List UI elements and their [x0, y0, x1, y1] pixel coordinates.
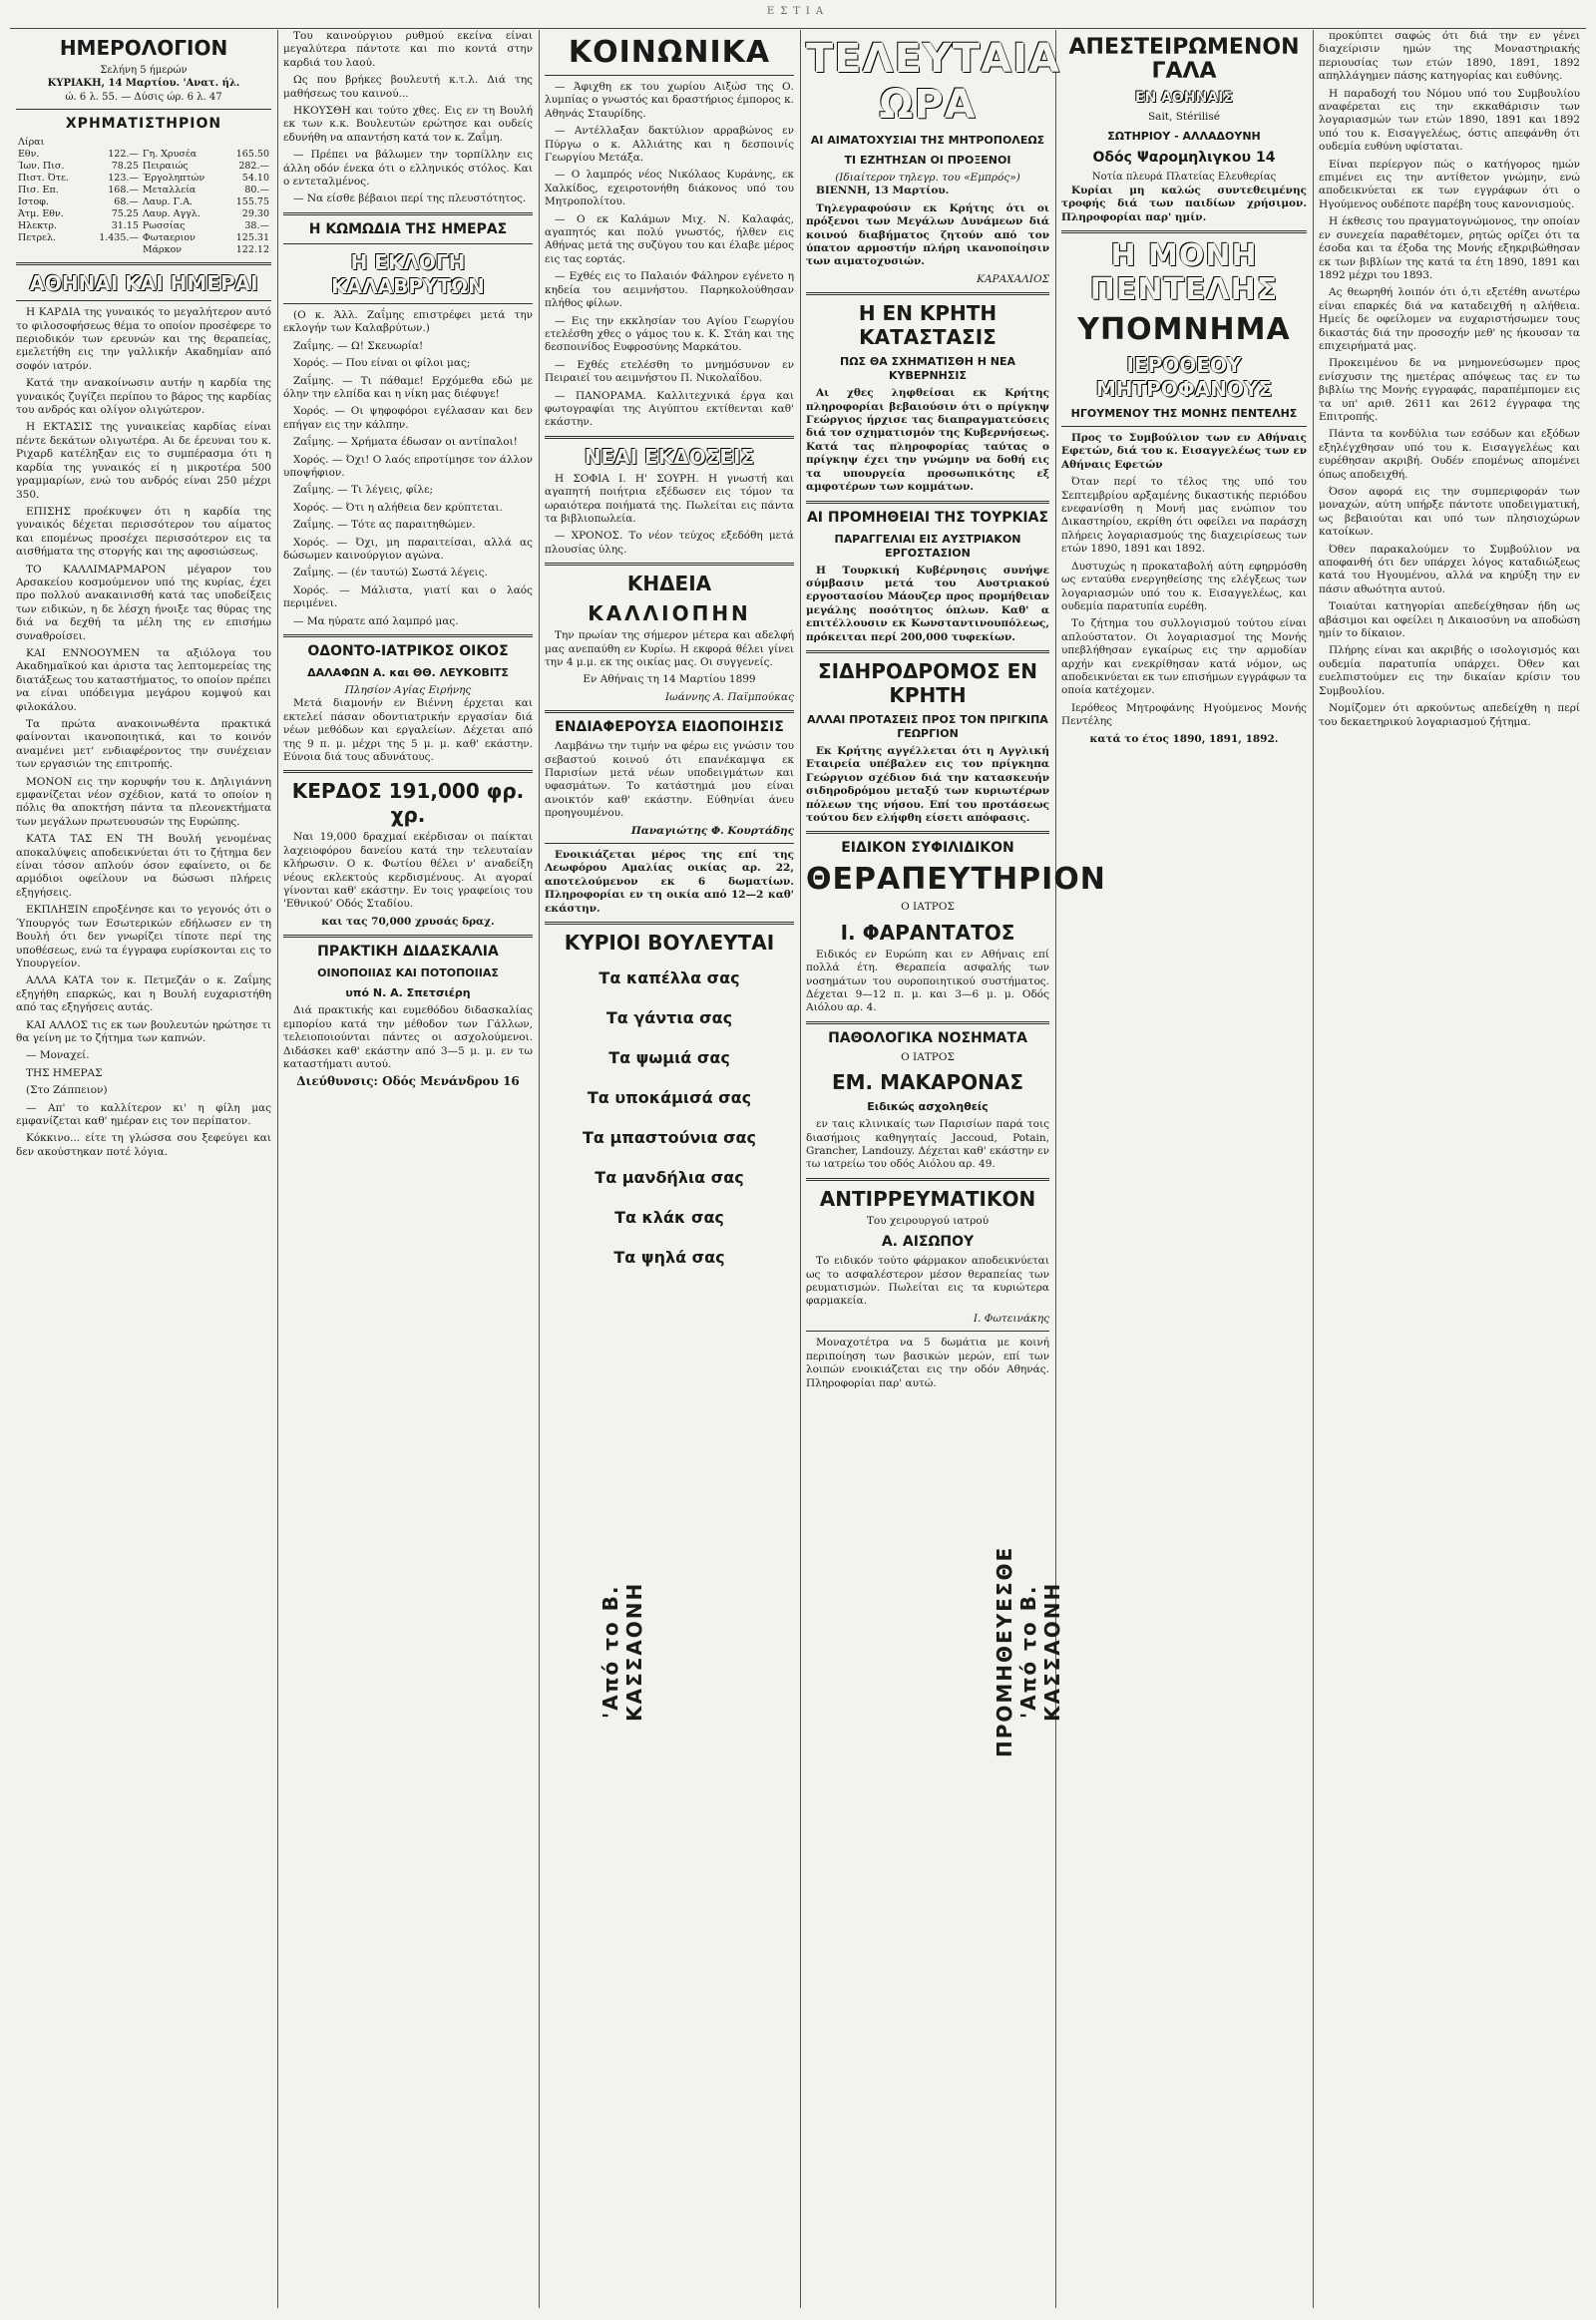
market-cell: 38.—	[244, 220, 269, 232]
clinic-text: Ειδικός εν Ευρώπη και εν Αθήναις επί πολλά έτη. Θεραπεία ασφαλής των νοσημάτων του ουροποιητικού συστήματος. Δέχεται 9—12 π. μ. και 3—6 μ. μ. Οδός Αιόλου αρ. 4.	[806, 948, 1049, 1014]
market-row	[16, 232, 271, 244]
death-text: Την πρωίαν της σήμερον μέτερα και αδελφή μας ανεπαύθη εν Κυρίω. Η εκφορά θέλει γίνει την 4 μ.μ. εκ της οικίας μας. Οι συγγενείς.	[545, 629, 794, 668]
school-text: Διά πρακτικής και ευμεθόδου διδασκαλίας εμπορίου κατά την μέθοδον των Γάλλων, τελειοποιούνται πάντες οι ασχολούμενοι. Διδάσκει καθ' εκάστην από 3—5 μ. μ. εν τω καταστήματι αυτού.	[283, 1004, 533, 1070]
paragraph: Χορός. — Όχι, μη παραιτείσαι, αλλά ας δώσωμεν καινούργιον αγώνα.	[283, 536, 533, 562]
anti-sign: Ι. Φωτεινάκης	[973, 1312, 1049, 1325]
paragraph: Ζαΐμης. — Τι πάθαμε! Ερχόμεθα εδώ με όλην την ελπίδα και η νίκη μας διέφυγε!	[283, 374, 533, 400]
article-body	[545, 81, 794, 430]
lottery-cut: και τας 70,000 χρυσάς δραχ.	[321, 915, 495, 928]
paragraph: — Πρέπει να βάλωμεν την τορπίλλην εις άλλη οδόν ένεκα ότι ο ελληνικός στόλος. Και ο εντεταλμένος.	[283, 149, 533, 189]
market-cell	[224, 137, 271, 149]
market-cell: Πιστ. Ότε.	[18, 173, 69, 185]
paragraph: Χορός. — Που είναι οι φίλοι μας;	[293, 357, 471, 370]
market-cell: Μάρκον	[142, 244, 183, 256]
paragraph: — Ο λαμπρός νέος Νικόλαος Κυράνης, εκ Χαλκίδος, εχειροτονήθη διάκονος υπό του Μητροπολίτου.	[545, 169, 794, 208]
masthead: ΕΣΤΙΑ	[10, 6, 1586, 29]
clinic-big: ΘΕΡΑΠΕΥΤΗΡΙΟΝ	[806, 862, 1106, 898]
column-6	[1313, 30, 1586, 2308]
monastery-title: Η ΜΟΝΗ ΠΕΝΤΕΛΗΣ	[1089, 238, 1279, 308]
market-cell: Άτμ. Εθν.	[18, 208, 64, 220]
article-body	[16, 306, 271, 1159]
paragraph: — Να είσθε βέβαιοι περί της πλευστότητος.	[293, 193, 527, 205]
divider	[545, 843, 794, 844]
divider	[545, 563, 794, 566]
election-heading: Η ΕΚΛΟΓΗ ΚΑΛΑΒΡΥΤΩΝ	[331, 249, 485, 298]
paragraph: Πάντα τα κονδύλια των εσόδων και εξόδων εξηλέγχθησαν υπό του κ. Εισαγγελέως και ευρέθησαν ακριβή. Ουδέν επομένως απομένει όπως αποδειχθή.	[1319, 428, 1580, 481]
paragraph: ΚΑΙ ΕΝΝΟΟΥΜΕΝ τα αξιόλογα του Ακαδημαϊκού και άριστα τας λεπτομερείας της διατάξεως του καταστήματος, το οποίον πρέπει να είναι υπόδειγμα μεγάρου κομψού και φιλοκάλου.	[16, 646, 271, 713]
school-title: ΠΡΑΚΤΙΚΗ ΔΙΔΑΣΚΑΛΙΑ	[317, 944, 499, 961]
school-sub: ΟΙΝΟΠΟΙΙΑΣ ΚΑΙ ΠΟΤΟΠΟΙΙΑΣ	[317, 967, 499, 980]
milk-types: Sait, Stérilisé	[1147, 111, 1221, 123]
clinic-doctor: Ι. ΦΑΡΑΝΤΑΤΟΣ	[840, 920, 1015, 945]
hat-ad-item: Τα ψηλά σας	[613, 1248, 725, 1268]
paragraph: Του καινούργιου ρυθμού εκείνα είναι μεγαλύτερα πάντοτε και πιο κοντά στην καρδιά του λαού.	[283, 30, 533, 69]
paragraph: Χορός. — Μάλιστα, γιατί και ο λαός περιμένει.	[283, 583, 533, 610]
market-cell: Μεταλλεία	[142, 185, 197, 196]
paragraph: (Ο κ. Άλλ. Ζαΐμης επιστρέφει μετά την εκλογήν των Καλαβρύτων.)	[283, 308, 533, 335]
article-body	[1319, 30, 1580, 729]
paragraph: Όταν περί το τέλος της υπό του Σεπτεμβρίου αρξαμένης δικαστικής περιόδου ενεφανίσθη η Μονή μας ενώπιον του Δικαστηρίου, εκρίθη ότι οφείλει να παράσχη πλήρεις λογαριασμούς της διαχειρίσεως των ετών 1890, 1891 και 1892.	[1061, 476, 1307, 556]
paragraph: ΕΚΠΛΗΞΙΝ επροξένησε και το γεγονός ότι ο Ύπουργός των Εσωτερικών εδήλωσεν εν τη Βουλή ότι δεν γνωρίζει τίποτε περί της υποθέσεως, ενώ τα έγγραφα ευρίσκονται εις το Υπουργείον.	[16, 904, 271, 969]
market-row	[16, 173, 271, 185]
books-title: ΝΕΑΙ ΕΚΔΟΣΕΙΣ	[584, 444, 755, 469]
divider	[806, 1021, 1049, 1024]
milk-names: ΣΩΤΗΡΙΟΥ - ΑΛΛΑΔΟΥΝΗ	[1107, 130, 1261, 144]
market-cell: 123.—	[108, 173, 139, 185]
dental-address: Πλησίον Αγίας Ειρήνης	[344, 684, 472, 696]
paragraph: Το ζήτημα του συλλογισμού τούτου είναι απλούστατον. Οι λογαριασμοί της Μονής υπεβλήθησαν εγκαίρως εις την αρμοδίαν αρχήν και ενεκρίθησαν κατά νόμον, ως αποδεικνύεται εκ των επισήμων εγγράφων τα οποία κατέχομεν.	[1061, 617, 1307, 697]
divider	[283, 770, 533, 773]
dental-names: ΔΑΛΑΦΩΝ Α. και ΘΘ. ΛΕΥΚΟΒΙΤΣ	[307, 666, 509, 679]
hat-ad-title: ΚΥΡΙΟΙ ΒΟΥΛΕΥΤΑΙ	[564, 931, 775, 956]
paragraph: — Απ' το καλλίτερον κι' η φίλη μας εμφανίζεται καθ' ημέραν εις τον περίπατον.	[16, 1101, 271, 1127]
column-2	[277, 30, 539, 2308]
market-cell	[16, 244, 86, 256]
paragraph: Πλήρης είναι και ακριβής ο ισολογισμός και ουδεμία παρατυπία υπάρχει. Όθεν και ευελπιστούμεν εις την δικαίαν κρίσιν του Συμβουλίου.	[1319, 644, 1580, 697]
clinic-doctor-label: Ο ΙΑΤΡΟΣ	[901, 901, 955, 914]
patho-text: εν ταις κλινικαίς των Παρισίων παρά τοις διασήμοις καθηγηταίς Jaccoud, Potain, Grancher, Landouzy. Δέχεται καθ' εκάστην εν τω ιατρείω του οδός Αιόλου αρ. 49.	[806, 1118, 1049, 1171]
market-row	[16, 185, 271, 196]
market-cell: 80.—	[244, 185, 269, 196]
memo-sub: ΙΕΡΟΘΕΟΥ ΜΗΤΡΟΦΑΝΟΥΣ	[1095, 353, 1273, 402]
divider	[16, 262, 271, 265]
crete-text: Αι χθες ληφθείσαι εκ Κρήτης πληροφορίαι βεβαιούσιν ότι ο πρίγκηψ Γεώργιος ήρχισε τας διαπραγματεύσεις διά τον σχηματισμόν της Κυβερνήσεως. Κατά τας πληροφορίας ταύτας ο πρίγκηψ έχει την γνώμην να δοθή εις τα υπουργεία προσωπικότης εξ αμφοτέρων των κομμάτων.	[806, 387, 1049, 494]
hat-ad-item: Τα κλάκ σας	[614, 1208, 724, 1228]
paragraph: Ζαΐμης. — Ω! Σκευωρία!	[293, 339, 424, 352]
market-cell: 168.—	[108, 185, 139, 196]
milk-address-2: Νοτία πλευρά Πλατείας Ελευθερίας	[1091, 172, 1277, 184]
anti-sub: Του χειρουργού ιατρού	[866, 1214, 990, 1227]
divider	[545, 75, 794, 76]
vertical-ad-right: ΠΡΟΜΗΘΕΥΕΣΘΕ 'Από το Β. ΚΑΣΣΑΟΝΗ	[993, 1545, 1064, 1758]
patho-title: ΠΑΘΟΛΟΓΙΚΑ ΝΟΣΗΜΑΤΑ	[828, 1029, 1027, 1046]
paragraph: — ΠΑΝΟΡΑΜΑ. Καλλιτεχνικά έργα και φωτογραφίαι της Αιγύπτου εκτίθενται καθ' εκάστην.	[545, 389, 794, 429]
paragraph: Ως που βρήκες βουλευτή κ.τ.λ. Διά της μαθήσεως του καινού...	[283, 74, 533, 100]
anti-text: Το ειδικόν τούτο φάρμακον αποδεικνύεται ως το ασφαλέστερον μέσον θεραπείας των ρευματισμών. Πωλείται εις τα κυριώτερα φαρμακεία.	[806, 1255, 1049, 1308]
paragraph: Χορός. — Ότι η αλήθεια δεν κρύπτεται.	[293, 501, 503, 514]
column-3	[539, 30, 800, 2308]
column-4	[800, 30, 1106, 2308]
paragraph: (Στο Ζάππειον)	[26, 1084, 108, 1097]
divider	[806, 292, 1049, 295]
paragraph: Ζαΐμης. — Τι λέγεις, φίλε;	[293, 484, 434, 497]
paragraph: Κατά την ανακοίνωσιν αυτήν η καρδία της γυναικός ζυγίζει περίπου το βάρος της καρδίας του ανδρός και ολίγον ολιγώτερον.	[16, 377, 271, 417]
paragraph: Η έκθεσις του πραγματογνώμονος, την οποίαν εν συνεχεία παραθέτομεν, ρητώς ορίζει ότι τα έσοδα και τα έξοδα της Μονής εξηκριβώθησαν εκ των βιβλίων της κατά τα έτη 1890, 1891 και 1892 μέχρι του 1893.	[1319, 215, 1580, 281]
paragraph: ΑΛΛΑ ΚΑΤΑ τον κ. Πετμεζάν ο κ. Ζαΐμης εξηγήθη επαρκώς, και η Βουλή ευχαριστήθη από τας εξηγήσεις αυτάς.	[16, 974, 271, 1014]
paragraph: — Αντέλλαξαν δακτύλιον αρραβώνος εν Πύργω ο κ. Αλλιάτης και η δεσποινίς Γεωργίου Μετάξα.	[545, 125, 794, 165]
rail-sub: ΑΛΛΑΙ ΠΡΟΤΑΣΕΙΣ ΠΡΟΣ ΤΟΝ ΠΡΙΓΚΙΠΑ ΓΕΩΡΓΙΟΝ	[807, 712, 1048, 740]
anti-title: ΑΝΤΙΡΡΕΥΜΑΤΙΚΟΝ	[819, 1186, 1036, 1211]
article-body	[283, 30, 533, 206]
death-title: ΚΗΔΕΙΑ	[626, 572, 712, 596]
interest-text: Λαμβάνω την τιμήν να φέρω εις γνώσιν του σεβαστού κοινού ότι επανέκαμψα εκ Παρισίων μετά νέων υποδειγμάτων και υφασμάτων. Το κατάστημά μου είναι ανοικτόν καθ' εκάστην. Εύθηνίαι άνευ προηγουμένου.	[545, 740, 794, 820]
lottery-text: Ναι 19,000 δραχμαί εκέρδισαν οι παίκται λαχειοφόρου δανείου κατά την τελευταίαν κλήρωσιν. Ο κ. Φωτίου θέλει ν' αναδείξη νέους εκλεκτούς κερδισμένους. Αι αγοραί γίνονται καθ' εκάστην. Εν τοις γραφείοις του 'Εθνικού' Οδός Σταδίου.	[283, 831, 533, 911]
market-cell	[141, 137, 224, 149]
market-cell: Πετρελ.	[18, 232, 57, 244]
market-row	[16, 137, 271, 149]
paragraph: ΤΟ ΚΑΛΛΙΜΑΡΜΑΡΟΝ μέγαρον του Αρσακείου κοσμούμενον υπό της κυρίας, έχει προ πολλού ανακαινισθή κατά τας υποδείξεις των ειδικών, η δε λέσχη ήνοιξε τας θύρας της διά να δεχθή τα μέλη της εν επισήμω συναθροίσει.	[16, 563, 271, 642]
hat-ad-item: Τα υποκάμισά σας	[587, 1088, 752, 1108]
almanac-title: ΗΜΕΡΟΛΟΓΙΟΝ	[59, 36, 228, 60]
divider	[806, 831, 1049, 834]
hat-ad-item: Τα καπέλλα σας	[598, 968, 740, 988]
market-cell: Λίραι	[18, 137, 45, 149]
paragraph: — Εχθές ετελέσθη το μνημόσυνον εν Πειραιεί του αειμνήστου Π. Νικολαΐδου.	[545, 358, 794, 385]
market-cell: 122.12	[235, 244, 269, 256]
market-cell: Γη. Χρυσέα	[142, 149, 198, 161]
market-cell: 125.31	[235, 232, 269, 244]
divider	[283, 212, 533, 215]
paragraph: Δυστυχώς η προκαταβολή αύτη εφηρμόσθη ως ενταύθα ενεργηθείσης της ελέγξεως των λογαριασμών υπό του κ. Εισαγγελέως, και ουδεμία παρατυπία ευρέθη.	[1061, 560, 1307, 612]
telegram-sub2: ΤΙ ΕΖΗΤΗΣΑΝ ΟΙ ΠΡΟΞΕΝΟΙ	[844, 154, 1011, 167]
paragraph: Νομίζομεν ότι αρκούντως απεδείχθη η περί του δεκαετηρικού λογαριασμού ζήτημα.	[1319, 702, 1580, 728]
school-address: Διεύθυνσις: Οδός Μενάνδρου 16	[296, 1074, 520, 1089]
books-text: Η ΣΟΦΙΑ Ι. Η' ΣΟΥΡΗ. Η γνωστή και αγαπητή ποιήτρια εξέδωσεν εις τόμον τα ωραιότερα ποιήματά της. Πωλείται εις πάντα τα βιβλιοπωλεία.	[545, 472, 794, 525]
memo-address: Προς το Συμβούλιον των εν Αθήναις Εφετών, διά του κ. Εισαγγελέως των εν Αθήναις Εφετών	[1061, 432, 1307, 471]
dental-title: ΟΔΟΝΤΟ-ΙΑΤΡΙΚΟΣ ΟΙΚΟΣ	[307, 643, 509, 659]
hat-ad-item: Τα μπαστούνια σας	[583, 1128, 756, 1148]
divider	[1061, 230, 1307, 233]
paragraph: Κόκκινο... είτε τη γλώσσα σου ξεφεύγει και δεν ακούστηκαν ποτέ λόγια.	[16, 1132, 271, 1158]
market-cell: Λαυρ. Γ.Α.	[142, 196, 194, 208]
rail-title: ΣΙΔΗΡΟΔΡΟΜΟΣ ΕΝ ΚΡΗΤΗ	[817, 658, 1038, 707]
patho-doctor: ΕΜ. ΜΑΚΑΡΟΝΑΣ	[831, 1070, 1024, 1095]
divider	[283, 243, 533, 244]
market-cell: Πειραιώς	[142, 161, 189, 173]
market-cell: Πισ. Επ.	[18, 185, 59, 196]
date-line: ΚΥΡΙΑΚΗ, 14 Μαρτίου. 'Ανατ. ήλ.	[47, 78, 240, 90]
telegram-text: Τηλεγραφούσιν εκ Κρήτης ότι οι πρόξενοι των Μεγάλων Δυνάμεων διά κοινού διαβήματος ζητούν από τον ύπατον αρμοστήν πλήρη ικανοποίησιν των αιματοχυσιών.	[806, 201, 1049, 268]
market-cell: 75.25	[111, 208, 139, 220]
anti-name: Α. ΑΙΣΩΠΟΥ	[881, 1234, 975, 1251]
paragraph: ΜΟΝΟΝ εις την κορυφήν του κ. Δηλιγιάννη εμφανίζεται νέον σχέδιον, κατά το οποίον η πόλις θα αποκτήση πάντα τα πλεονεκτήματα των μεγάλων πρωτευουσών της Ευρώπης.	[16, 775, 271, 828]
patho-label: Ο ΙΑΤΡΟΣ	[901, 1050, 955, 1063]
paragraph: Η ΕΚΤΑΣΙΣ της γυναικείας καρδίας είναι πέντε δεκάτων ολιγωτέρα. Αι δε έρευναι του κ. Ριχαρδ κατέληξαν εις το συμπέρασμα ότι η καρδία της γυναικός εί η μικροτέρα 500 γραμμαρίων, ενώ του ανδρός είναι 250 μέχρι 350.	[16, 421, 271, 501]
memo-title: ΥΠΟΜΝΗΜΑ	[1077, 312, 1291, 348]
market-cell: 68.—	[114, 196, 139, 208]
school-by: υπό Ν. Α. Σπετσιέρη	[345, 986, 471, 1000]
market-cell: Λαυρ. Αγγλ.	[142, 208, 200, 220]
paragraph: Η ΚΑΡΔΙΑ της γυναικός το μεγαλήτερον αυτό το φιλοσοφήσεως θέμα το οποίον προσέφερε το περιοδικόν των ερευνών και της θεραπείας, εμελετήθη εις την γαλλικήν Ακαδημίαν από σοφόν ιατρόν.	[16, 306, 271, 372]
market-cell: 31.15	[111, 220, 139, 232]
newspaper-page	[10, 6, 1586, 2310]
divider	[16, 109, 271, 110]
telegram-sub: ΑΙ ΑΙΜΑΤΟΧΥΣΙΑΙ ΤΗΣ ΜΗΤΡΟΠΟΛΕΩΣ	[810, 134, 1045, 147]
divider	[806, 1331, 1049, 1332]
dialogue	[283, 309, 533, 628]
vertical-ad-left: 'Από το Β. ΚΑΣΣΑΟΝΗ	[598, 1581, 646, 1723]
telegram-place: ΒΙΕΝΝΗ, 13 Μαρτίου.	[816, 185, 950, 197]
market-cell	[86, 244, 141, 256]
monastery-room-ad: Μοναχοτέτρα να 5 δωμάτια με κοινή περιποίηση των βασικών μερών, επί των λοιπών ενοικιάζεται εις την οδόν Αθηνάς. Πληροφορίαι παρ' αυτώ.	[806, 1337, 1049, 1389]
hat-ad-items	[545, 959, 794, 1278]
interest-sign: Παναγιώτης Φ. Κουρτάδης	[630, 824, 794, 837]
market-cell	[86, 137, 141, 149]
paragraph: Ζαΐμης. — Χρήματα έδωσαν οι αντίπαλοι!	[293, 436, 518, 449]
divider	[283, 935, 533, 938]
market-cell: Ίων. Πισ.	[18, 161, 65, 173]
paragraph: — Μα ηύρατε από λαμπρό μας.	[293, 614, 459, 627]
divider	[1061, 426, 1307, 427]
dental-text: Μετά διαμονήν εν Βιέννη έρχεται και εκτελεί πάσαν οδοντιατρικήν εργασίαν διά νέων μεθόδων και εργαλείων. Δέχεται από της 9 π. μ. μέχρι της 5 μ. μ. καθ' εκάστην. Εύνοια διά τους αδυνάτους.	[283, 697, 533, 764]
paragraph: — Άφιχθη εκ του χωρίου Αιξώσ της Ο. λυμπίας ο γνωστός και δραστήριος έμπορος κ. Αθηνάς Σταυρίδης.	[545, 81, 794, 120]
market-cell: 1.435.—	[99, 232, 139, 244]
social-title: ΚΟΙΝΩΝΙΚΑ	[568, 35, 771, 70]
market-cell: 282.—	[238, 161, 269, 173]
paragraph: Ζαΐμης. — Τότε ας παραιτηθώμεν.	[293, 519, 476, 532]
telegram-src: (Ιδιαίτερον τηλεγρ. του «Εμπρός»)	[835, 172, 1020, 184]
rail-text: Εκ Κρήτης αγγέλλεται ότι η Αγγλική Εταιρεία υπέβαλεν εις τον πρίγκηπα Γεώργιον σχέδιον διά την κατασκευήν σιδηροδρόμου μεταξύ των κυριωτέρων πόλεων της νήσου. Επί του προτάσεως τούτου δεν ελήφθη είσετι απόφασις.	[806, 744, 1049, 824]
patho-sub: Ειδικώς ασχοληθείς	[867, 1100, 989, 1114]
market-cell: 54.10	[241, 173, 269, 185]
death-date: Εν Αθήναις τη 14 Μαρτίου 1899	[583, 673, 756, 686]
hat-ad	[545, 931, 794, 1629]
paragraph: Προκειμένου δε να μνημονεύσωμεν προς ενίσχυσιν της ημετέρας απόψεως τας εν τω βιβλίω της Μονής εγγραφάς, παραπέμπομεν εις τα υπ' αριθ. 2611 και 2612 έγγραφα της Επιτροπής.	[1319, 357, 1580, 423]
death-sign: Ιωάννης Α. Παϊμπούκας	[665, 690, 794, 703]
market-cell: Φωταεριον	[142, 232, 196, 244]
crete-sub: ΠΩΣ ΘΑ ΣΧΗΜΑΤΙΣΘΗ Η ΝΕΑ ΚΥΒΕΡΝΗΣΙΣ	[839, 355, 1016, 383]
divider	[545, 922, 794, 925]
telegram-sign: ΚΑΡΑΧΑΛΙΟΣ	[977, 272, 1049, 285]
divider	[545, 436, 794, 439]
market-row	[16, 161, 271, 173]
paragraph: — Ο εκ Καλάμων Μιχ. Ν. Καλαφάς, αγαπητός και πολύ γνωστός, ήλθεν εις Αθήνας μετά της συζύγου του και έλαβε μέρος εις τας εορτάς.	[545, 212, 794, 265]
market-cell: Ρωσσίας	[142, 220, 186, 232]
telegram-title: ΤΕΛΕΥΤΑΙΑ ΩΡΑ	[806, 36, 1060, 128]
market-row	[16, 196, 271, 208]
market-row	[16, 220, 271, 232]
divider	[16, 300, 271, 301]
memo-date: κατά το έτος 1890, 1891, 1892.	[1089, 732, 1279, 745]
turkey-text: Η Τουρκική Κυβέρνησις συνήψε σύμβασιν μετά του Αυστριακού εργοστασίου Μάουζερ προς προμήθειαν μεγάλης ποσότητος όπλων. Καθ' α επιτέλλουσιν εκ Κωνσταντινουπόλεως, πρόκειται περί 200,000 τυφεκίων.	[806, 564, 1049, 643]
hat-ad-item: Τα ψωμιά σας	[608, 1048, 730, 1068]
market-cell: 122.—	[108, 149, 139, 161]
milk-address: Οδός Ψαρομηλιγκου 14	[1092, 150, 1276, 167]
article-body	[1061, 476, 1307, 728]
paragraph: Ζαΐμης. — (έν ταυτώ) Σωστά λέγεις.	[293, 567, 488, 580]
memo-sub2: ΗΓΟΥΜΕΝΟΥ ΤΗΣ ΜΟΝΗΣ ΠΕΝΤΕΛΗΣ	[1070, 407, 1298, 421]
paragraph: Ιερόθεος Μητροφάνης Ηγούμενος Μονής Πεντέλης	[1061, 701, 1307, 728]
paragraph: Χορός. — Όχι! Ο λαός επροτίμησε τον άλλον υποψήφιον.	[283, 453, 533, 479]
section-title: ΑΘΗΝΑΙ ΚΑΙ ΗΜΕΡΑΙ	[29, 271, 258, 296]
rental-notice: Ενοικιάζεται μέρος της επί της Λεωφόρου Αμαλίας οικίας αρ. 22, αποτελούμενον εκ 6 δωματίων. Πληροφορίαι εν τη οικία από 12—2 καθ' εκάστην.	[545, 849, 794, 915]
books-text: — ΧΡΟΝΟΣ. Το νέον τεύχος εξεδόθη μετά πλουσίας ύλης.	[545, 530, 794, 556]
lottery-title: ΚΕΡΔΟΣ 191,000 φρ. χρ.	[291, 779, 525, 828]
date-line: Σελήνη 5 ήμερών	[100, 65, 188, 76]
paragraph: — Εχθές εις το Παλαιόν Φάληρον εγένετο η κηδεία του αειμνήστου. Παρηκολούθησαν πλήθος φίλων.	[545, 270, 794, 310]
divider	[806, 501, 1049, 504]
turkey-title: ΑΙ ΠΡΟΜΗΘΕΙΑΙ ΤΗΣ ΤΟΥΡΚΙΑΣ	[806, 509, 1049, 526]
paragraph: Ας θεωρηθή λοιπόν ότι ό,τι εξετέθη ανωτέρω είναι επαρκές διά να καταδειχθή η αλήθεια. Ημείς δε οφείλομεν να ευχαριστήσωμεν τους δικαστάς διά την προσοχήν μεθ' ης ήκουσαν τα επιχειρήματά μας.	[1319, 286, 1580, 352]
paragraph: Τοιαύται κατηγορίαι απεδείχθησαν ήδη ως αβάσιμοι και οφείλει η Δικαιοσύνη να αποδώση ημίν το δίκαιον.	[1319, 600, 1580, 640]
paragraph: ΤΗΣ ΗΜΕΡΑΣ	[26, 1066, 103, 1079]
divider	[283, 303, 533, 304]
paragraph: Η παραδοχή του Νόμου υπό του Συμβουλίου αναφέρεται εις την εκκαθάρισιν των λογαριασμών των ετών 1890, 1891 και 1892 υπό του κ. Εισαγγελέως, όστις απεφάνθη ότι ουδεμία ευθύνη υφίσταται.	[1319, 87, 1580, 154]
market-row	[16, 208, 271, 220]
market-cell: Έργοληπτών	[142, 173, 205, 185]
market-cell: 155.75	[235, 196, 269, 208]
market-title: ΧΡΗΜΑΤΙΣΤΗΡΙΟΝ	[65, 116, 222, 133]
paragraph: — Εις την εκκλησίαν του Αγίου Γεωργίου ετελέσθη χθες ο γάμος του κ. Κ. Στάη και της δεσποινίδος Ευφροσύνης Μαρκάτου.	[545, 314, 794, 354]
paragraph: προκύπτει σαφώς ότι διά την εν γένει διαχείρισιν ημών της Μοναστηριακής περιουσίας των ετών 1890, 1891, 1892 απηλλάγημεν πάσης κατηγορίας και ευθύνης.	[1319, 30, 1580, 83]
column-1	[10, 30, 277, 2308]
milk-sub: ΕΝ ΑΘΗΝΑΙΣ	[1135, 90, 1233, 106]
market-cell: 165.50	[235, 149, 269, 161]
milk-text: Κυρίαι μη καλώς συντεθειμένης τροφής διά των παιδίων χρήσιμον. Πληροφορίαι παρ' ημίν.	[1061, 184, 1307, 223]
market-cell: 29.30	[241, 208, 269, 220]
date-line: ώ. 6 λ. 55. — Δύσις ώρ. 6 λ. 47	[65, 91, 222, 103]
turkey-sub: ΠΑΡΑΓΓΕΛΙΑΙ ΕΙΣ ΑΥΣΤΡΙΑΚΟΝ ΕΡΓΟΣΤΑΣΙΟΝ	[834, 532, 1021, 560]
paragraph: ΗΚΟΥΣΘΗ και τούτο χθες. Εις εν τη Βουλή εκ των κ.κ. Βουλευτών ερώτησε και ουδείς εδυνήθη να απαντήση κατά τον κ. Ζαΐμη.	[283, 105, 533, 144]
market-table	[16, 137, 271, 256]
paragraph: ΕΠΙΣΗΣ προέκυψεν ότι η καρδία της γυναικός δέχεται περισσότερον του αίματος και επομένως προσέχει περισσότερον εις τα αισθήματα της στοργής και της αφοσιώσεως.	[16, 505, 271, 559]
market-cell: Ηλεκτρ.	[18, 220, 58, 232]
divider	[545, 710, 794, 713]
milk-title: ΑΠΕΣΤΕΙΡΩΜΕΝΟΝ ΓΑΛΑ	[1068, 35, 1300, 84]
divider	[283, 634, 533, 637]
market-cell: Ιστοφ.	[18, 196, 49, 208]
paragraph: Είναι περίεργον πώς ο κατήγορος ημών επιμένει εις την αντίθετον γνώμην, ενώ αποδεικνύεται εκ των εγγράφων ότι ο Ηγούμενος ουδέποτε παρέβη τους κανονισμούς.	[1319, 158, 1580, 210]
market-row	[16, 149, 271, 161]
interest-title: ΕΝΔΙΑΦΕΡΟΥΣΑ ΕΙΔΟΠΟΙΗΣΙΣ	[555, 719, 784, 736]
market-row	[16, 244, 271, 256]
comedy-heading: Η ΚΩΜΩΔΙΑ ΤΗΣ ΗΜΕΡΑΣ	[308, 220, 508, 237]
market-cell: Εθν.	[18, 149, 40, 161]
paragraph: Όσον αφορά εις την συμπεριφοράν των μοναχών, αύτη υπήρξε πάντοτε υποδειγματική, ως βεβαιούται και υπό των πλησιοχώρων κατοίκων.	[1319, 486, 1580, 539]
clinic-title: ΕΙΔΙΚΟΝ ΣΥΦΙΛΙΔΙΚΟΝ	[841, 840, 1014, 857]
divider	[806, 1178, 1049, 1181]
paragraph: ΚΑΙ ΑΛΛΟΣ τις εκ των βουλευτών ηρώτησε τι θα γείνη με το ζήτημα των καπνών.	[16, 1018, 271, 1044]
paragraph: — Μοναχεί.	[26, 1049, 90, 1062]
column-5	[1055, 30, 1313, 2308]
paragraph: ΚΑΤΑ ΤΑΣ ΕΝ ΤΗ Βουλή γενομένας αποκαλύψεις αποδεικνύεται ότι το ζήτημα δεν είναι τόσον απλούν όσον εφαίνετο, οι δε αρμόδιοι οφείλουν να δώσωσι πλήρεις εξηγήσεις.	[16, 833, 271, 899]
divider	[806, 650, 1049, 653]
hat-ad-item: Τα μανδήλια σας	[595, 1168, 744, 1188]
paragraph: Όθεν παρακαλούμεν το Συμβούλιον να αποφανθή ότι δεν υπάρχει λόγος καταδιώξεως κατά του Ηγουμένου, αλλά να κηρύξη την εν πάσιν αθωότητα αυτού.	[1319, 543, 1580, 595]
crete-title: Η ΕΝ ΚΡΗΤΗ ΚΑΤΑΣΤΑΣΙΣ	[858, 301, 998, 350]
market-cell: 78.25	[111, 161, 139, 173]
death-name: ΚΑΛΛΙΟΠΗΝ	[588, 601, 751, 626]
paragraph: Τα πρώτα ανακοινωθέντα πρακτικά φαίνονται ικανοποιητικά, και το κοινόν αναμένει μετ' ενδιαφέροντος την συνέχειαν των εργασιών της επιτροπής.	[16, 718, 271, 771]
hat-ad-item: Τα γάντια σας	[605, 1008, 733, 1028]
paragraph: Χορός. — Οι ψηφοφόροι εγέλασαν και δεν επήγαν εις την κάλπην.	[283, 405, 533, 431]
